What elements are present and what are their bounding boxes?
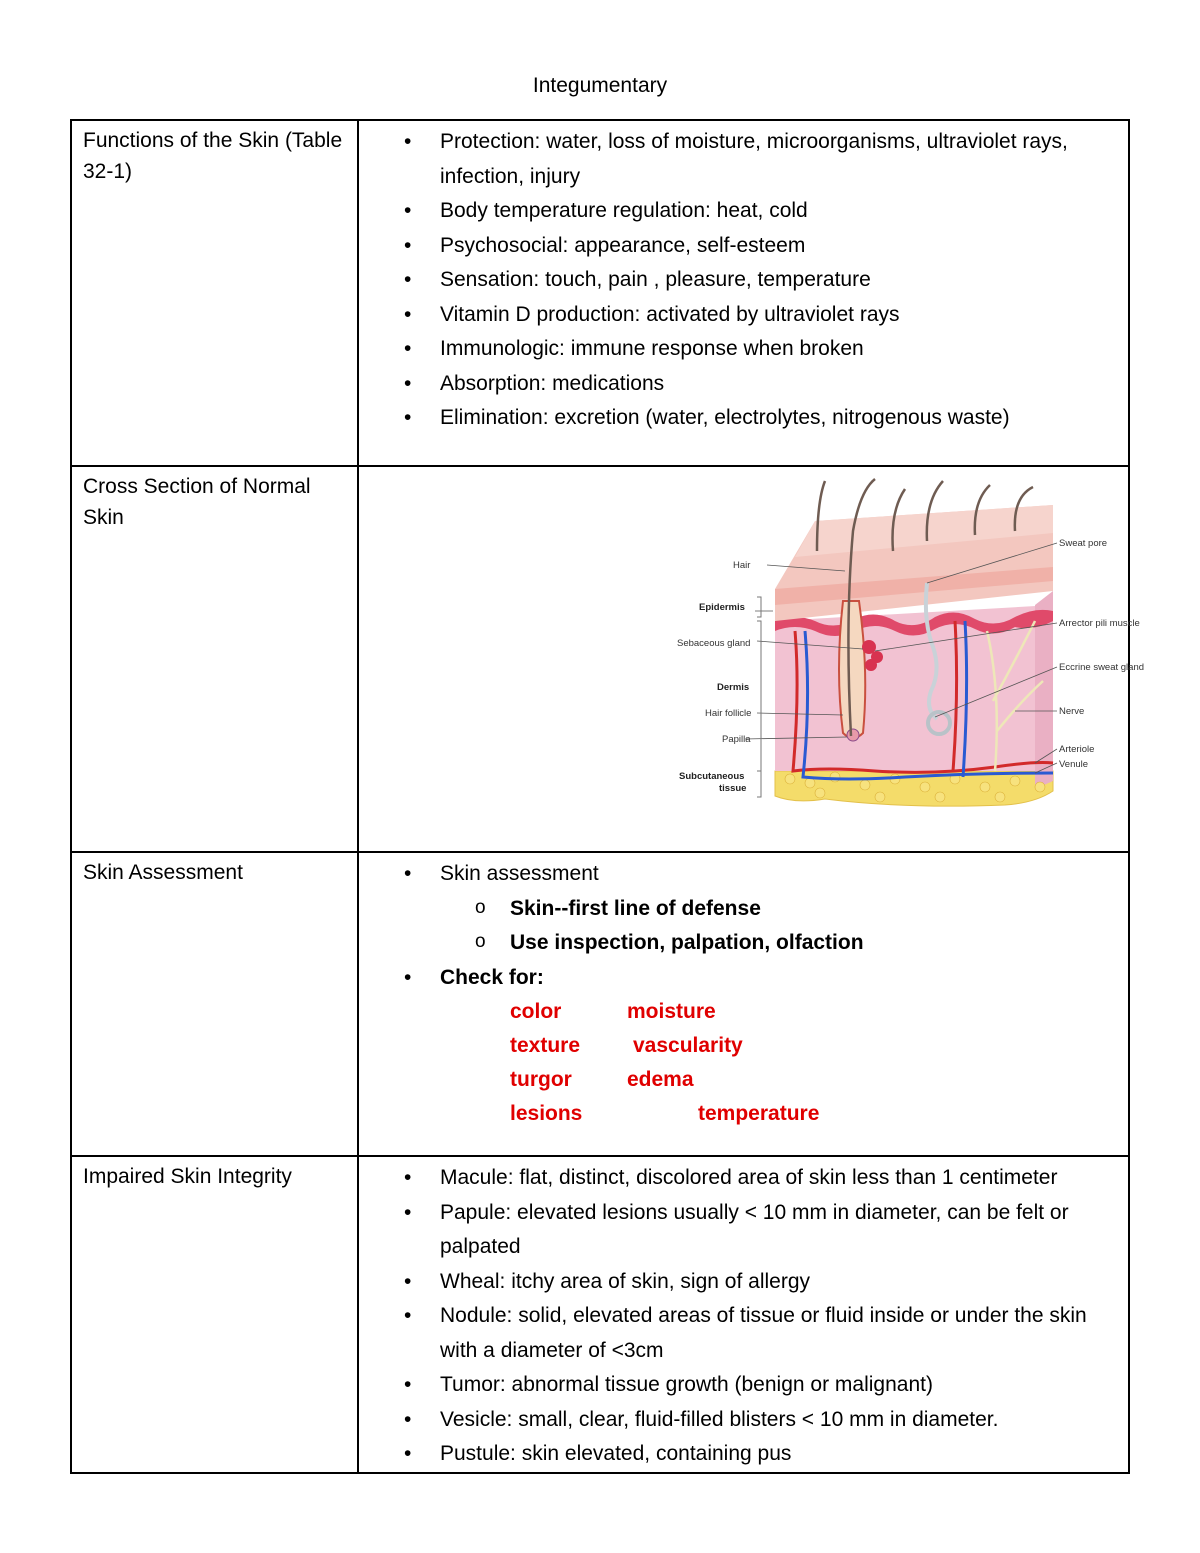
list-item: • Vitamin D production: activated by ultraviolet rays — [359, 298, 1116, 333]
assessment-item-text: Skin assessment — [440, 862, 599, 885]
table-row — [71, 1156, 1129, 1473]
check-item: temperature — [698, 1102, 820, 1125]
diagram-label-papilla: Papilla — [722, 734, 751, 745]
sub-list-item: o Use inspection, palpation, olfaction — [440, 926, 1116, 961]
diagram-label-hair-follicle: Hair follicle — [705, 708, 752, 719]
list-item: • Wheal: itchy area of skin, sign of allergy — [359, 1265, 1116, 1300]
assessment-content — [358, 852, 1129, 1156]
functions-list — [359, 121, 1128, 436]
list-item: • Papule: elevated lesions usually < 10 mm in diameter, can be felt or palpated — [359, 1196, 1116, 1265]
diagram-label-venule: Venule — [1059, 759, 1089, 770]
table-row — [71, 120, 1129, 466]
list-item: • Absorption: medications — [359, 367, 1116, 402]
page-title: Integumentary — [532, 74, 668, 97]
check-item: turgor — [510, 1068, 572, 1091]
diagram-label-arteriole: Arteriole — [1059, 744, 1095, 755]
diagram-label-dermis: Dermis — [717, 682, 750, 693]
diagram-label-arrector-pili: Arrector pili muscle — [1059, 618, 1140, 629]
assessment-list — [359, 853, 1128, 1131]
list-item: • Immunologic: immune response when broken — [359, 332, 1116, 367]
check-item: color — [510, 1000, 562, 1023]
list-item: • Nodule: solid, elevated areas of tissue or fluid inside or under the skin with a diameter of <3cm — [359, 1299, 1116, 1368]
diagram-label-sweat-pore: Sweat pore — [1059, 538, 1108, 549]
impaired-list — [359, 1157, 1128, 1472]
diagram-label-epidermis: Epidermis — [699, 602, 745, 613]
diagram-label-tissue: tissue — [719, 783, 747, 794]
list-item: • Tumor: abnormal tissue growth (benign or malignant) — [359, 1368, 1116, 1403]
check-for-heading: Check for: — [440, 965, 544, 989]
check-item: lesions — [510, 1102, 583, 1125]
list-item: • Body temperature regulation: heat, cold — [359, 194, 1116, 229]
list-item: • Pustule: skin elevated, containing pus — [359, 1437, 1116, 1472]
check-item: vascularity — [633, 1034, 743, 1057]
list-item: • Protection: water, loss of moisture, microorganisms, ultraviolet rays, infection, injury — [359, 125, 1116, 194]
list-item: • Psychosocial: appearance, self-esteem — [359, 229, 1116, 264]
cross-section-content — [358, 466, 1145, 852]
functions-label: Functions of the Skin (Table 32-1) — [71, 120, 358, 466]
assessment-sublist — [440, 892, 1116, 961]
integumentary-table — [70, 119, 1145, 1474]
assessment-label: Skin Assessment — [71, 852, 358, 1156]
cross-section-label: Cross Section of Normal Skin — [71, 466, 358, 852]
diagram-label-subcutaneous: Subcutaneous — [679, 771, 745, 782]
diagram-label-nerve: Nerve — [1059, 706, 1085, 717]
list-item: • Elimination: excretion (water, electrolytes, nitrogenous waste) — [359, 401, 1116, 436]
sub-list-item: o Skin--first line of defense — [440, 892, 1116, 927]
check-item: texture — [510, 1034, 581, 1057]
list-item — [359, 857, 1116, 961]
list-item — [359, 961, 1116, 1132]
functions-content — [358, 120, 1129, 466]
skin-cross-section-diagram — [675, 471, 1165, 813]
diagram-label-sebaceous-gland: Sebaceous gland — [677, 638, 751, 649]
list-item: • Sensation: touch, pain , pleasure, temperature — [359, 263, 1116, 298]
table-row — [71, 466, 1129, 852]
table-row — [71, 852, 1129, 1156]
list-item: • Vesicle: small, clear, fluid-filled blisters < 10 mm in diameter. — [359, 1403, 1116, 1438]
check-for-grid — [510, 995, 1116, 1131]
diagram-label-eccrine-sweat-gland: Eccrine sweat gland — [1059, 662, 1145, 673]
check-item: edema — [627, 1068, 694, 1091]
check-item: moisture — [627, 1000, 716, 1023]
impaired-label: Impaired Skin Integrity — [71, 1156, 358, 1473]
list-item: • Macule: flat, distinct, discolored area of skin less than 1 centimeter — [359, 1161, 1116, 1196]
impaired-content — [358, 1156, 1129, 1473]
diagram-label-hair: Hair — [733, 560, 751, 571]
